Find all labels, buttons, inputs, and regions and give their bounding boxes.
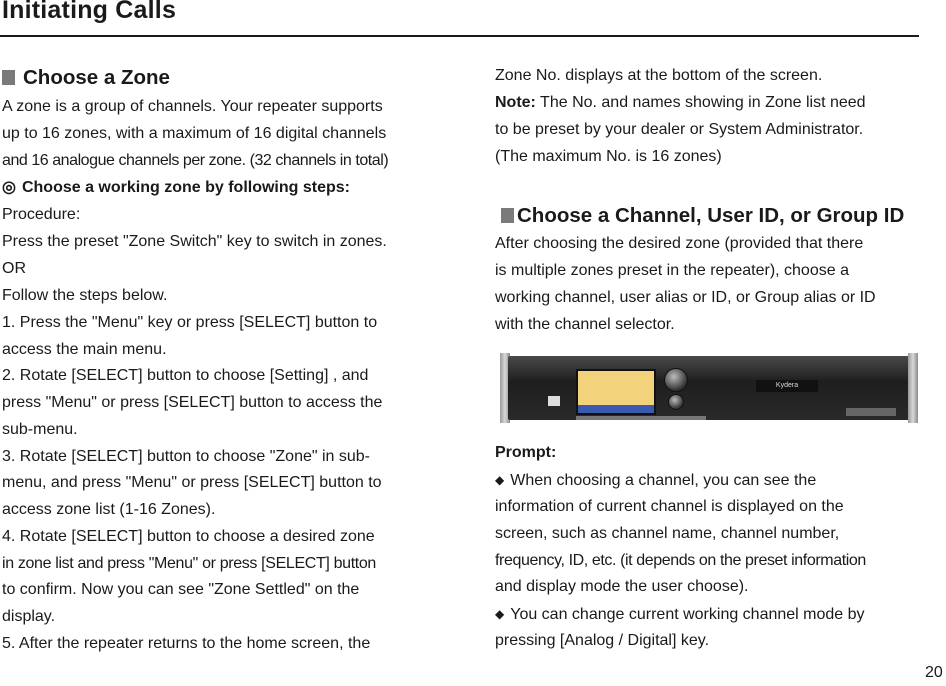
procedure-line: 2. Rotate [SELECT] button to choose [Setting] , and [2,367,369,384]
lcd-status-strip [578,405,654,413]
note-line: to be preset by your dealer or System Administrator. [495,121,864,138]
lcd-screen [576,369,656,415]
bullet-line: frequency, ID, etc. (it depends on the preset information [495,552,866,569]
paragraph-line: with the channel selector. [495,316,675,333]
paragraph-line: and 16 analogue channels per zone. (32 channels in total) [2,152,389,169]
section-heading-zone-text: Choose a Zone [23,66,170,89]
section-heading-channel-text: Choose a Channel, User ID, or Group ID [517,204,905,227]
note-label: Note: [495,94,536,111]
double-circle-icon: ◎ [2,179,16,196]
square-bullet-icon [501,208,514,223]
procedure-line: OR [2,260,26,277]
steps-heading [2,178,350,198]
rack-ear-right [908,353,918,423]
procedure-line: menu, and press "Menu" or press [SELECT] button to [2,474,382,491]
port-icon [548,396,560,406]
procedure-line: 5. After the repeater returns to the home screen, the [2,635,371,652]
diamond-bullet-icon: ◆ [495,473,505,487]
bullet-line: information of current channel is displayed on the [495,498,844,515]
note-line: (The maximum No. is 16 zones) [495,148,722,165]
note-text: The No. and names showing in Zone list need [535,94,866,111]
section-heading-zone [2,66,170,90]
square-bullet-icon [2,70,15,85]
note-line [495,93,866,113]
section-heading-channel [501,204,904,228]
procedure-line: 3. Rotate [SELECT] button to choose "Zone" in sub- [2,448,371,465]
procedure-line: Press the preset "Zone Switch" key to switch in zones. [2,233,387,250]
model-plate [846,408,896,416]
paragraph-line: working channel, user alias or ID, or Group alias or ID [495,289,876,306]
procedure-line: 4. Rotate [SELECT] button to choose a desired zone [2,528,375,545]
procedure-line: to confirm. Now you can see "Zone Settled" on the [2,581,360,598]
front-button-row [576,416,706,420]
procedure-line: access the main menu. [2,341,167,358]
diamond-bullet-icon: ◆ [495,607,505,621]
paragraph-line: up to 16 zones, with a maximum of 16 digital channels [2,125,387,142]
procedure-line: press "Menu" or press [SELECT] button to access the [2,394,383,411]
procedure-line: access zone list (1-16 Zones). [2,501,216,518]
paragraph-line: After choosing the desired zone (provided that there [495,235,864,252]
paragraph-line: A zone is a group of channels. Your repeater supports [2,98,383,115]
page-title: Initiating Calls [2,0,177,24]
volume-knob-icon [668,394,684,410]
steps-heading-text: Choose a working zone by following steps: [21,179,350,196]
page-number: 20 [925,664,943,681]
bullet-line: and display mode the user choose). [495,578,749,595]
device-front-panel [508,356,910,420]
paragraph-line: is multiple zones preset in the repeater), choose a [495,262,849,279]
bullet-line [495,470,816,491]
bullet-text: When choosing a channel, you can see the [510,472,817,489]
procedure-line: sub-menu. [2,421,78,438]
repeater-device-image [500,353,918,423]
bullet-text: You can change current working channel mode by [510,606,865,623]
title-rule [0,35,919,37]
brand-plate: Kydera [756,380,818,392]
paragraph-line: Zone No. displays at the bottom of the screen. [495,67,823,84]
procedure-line: 1. Press the "Menu" key or press [SELECT] button to [2,314,378,331]
procedure-line: Follow the steps below. [2,287,168,304]
procedure-line: in zone list and press "Menu" or press [SELECT] button [2,555,376,572]
procedure-line: Procedure: [2,206,81,223]
bullet-line: screen, such as channel name, channel number, [495,525,840,542]
prompt-label: Prompt: [495,444,557,461]
bullet-line [495,604,865,625]
procedure-line: display. [2,608,56,625]
select-knob-icon [664,368,688,392]
bullet-line: pressing [Analog / Digital] key. [495,632,710,649]
